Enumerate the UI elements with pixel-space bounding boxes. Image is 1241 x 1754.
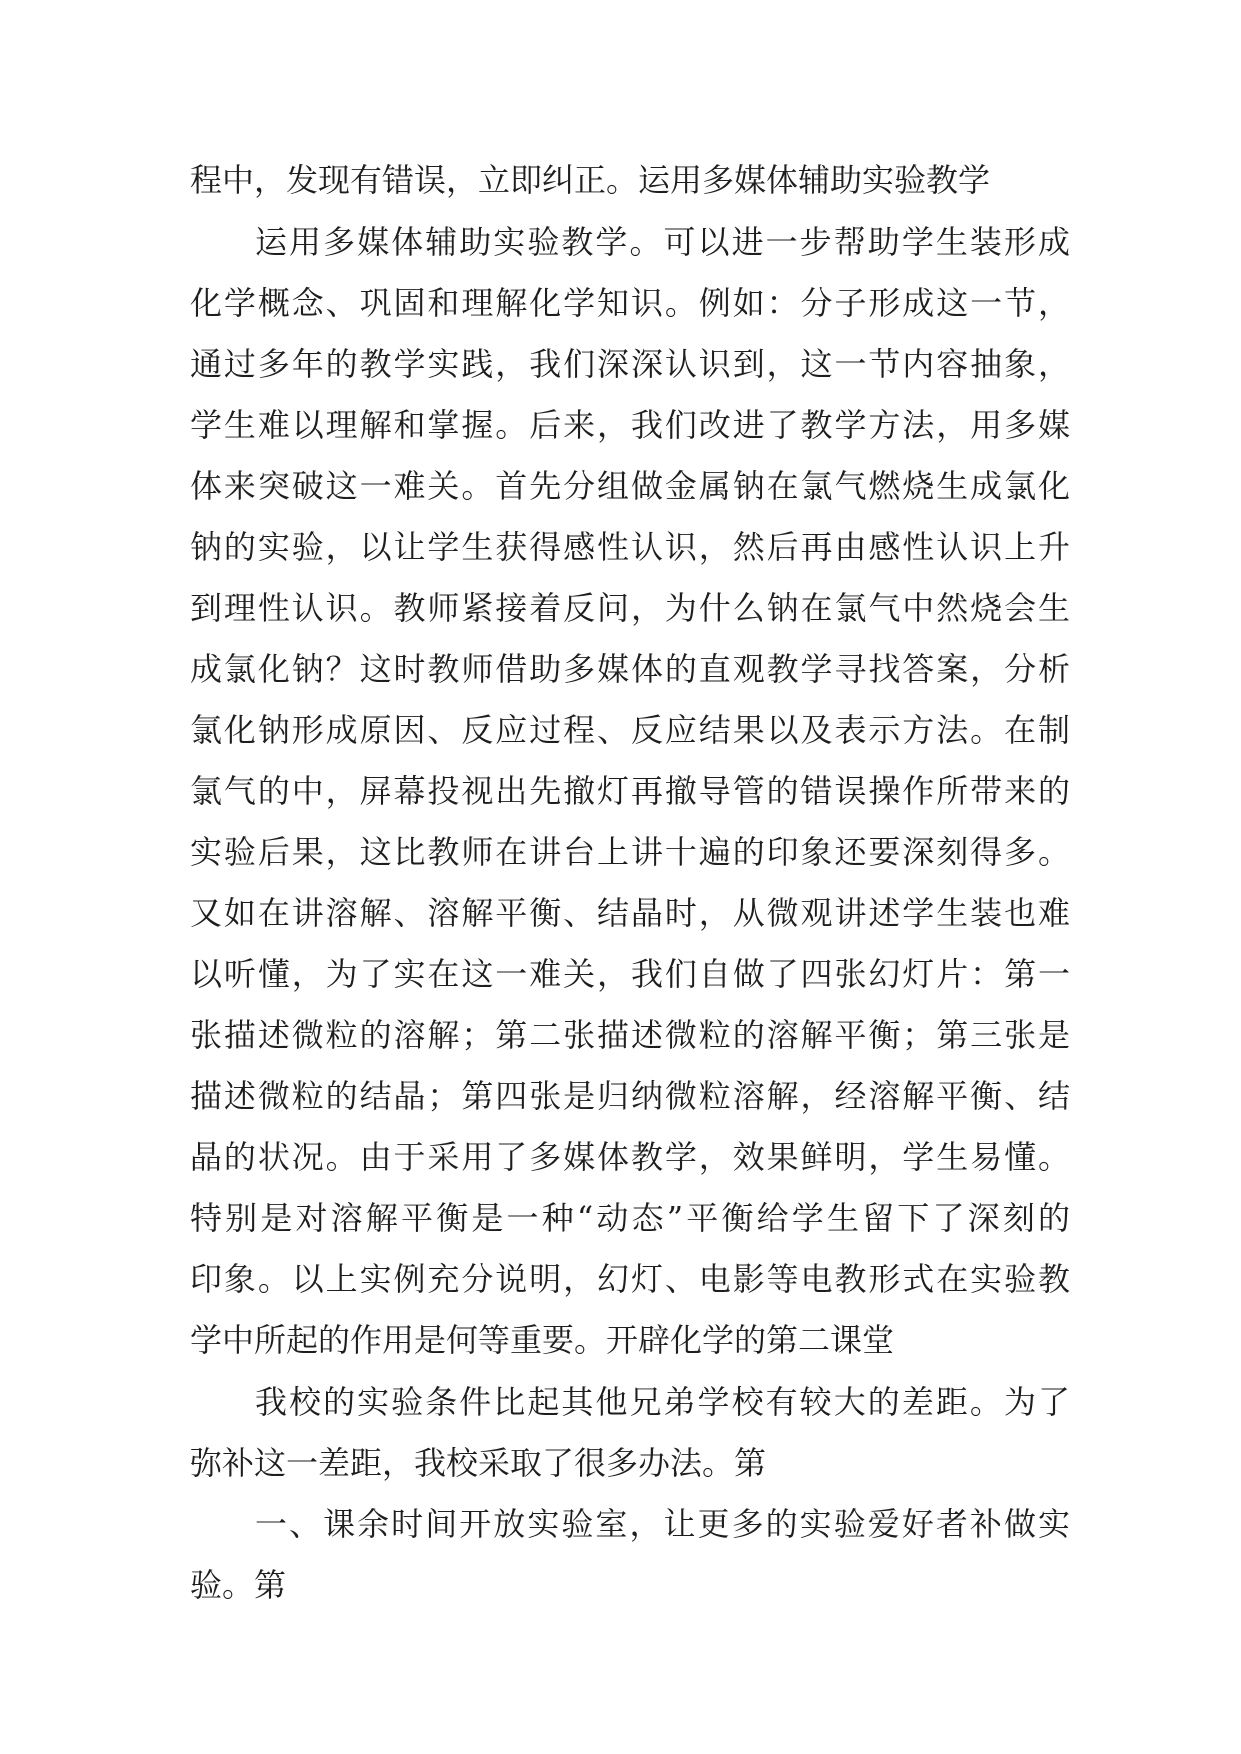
text-line: 化学概念、巩固和理解化学知识。例如：分子形成这一节， bbox=[190, 284, 1070, 322]
text-line: 到理性认识。教师紧接着反问，为什么钠在氯气中然烧会生 bbox=[190, 589, 1070, 627]
text-line: 晶的状况。由于采用了多媒体教学，效果鲜明，学生易懂。 bbox=[190, 1138, 1070, 1176]
text-line: 学中所起的作用是何等重要。开辟化学的第二课堂 bbox=[190, 1321, 895, 1359]
text-line: 学生难以理解和掌握。后来，我们改进了教学方法，用多媒 bbox=[190, 406, 1070, 444]
text-line: 成氯化钠？这时教师借助多媒体的直观教学寻找答案，分析 bbox=[190, 650, 1070, 688]
text-line: 程中，发现有错误，立即纠正。运用多媒体辅助实验教学 bbox=[190, 161, 991, 199]
text-line: 张描述微粒的溶解；第二张描述微粒的溶解平衡；第三张是 bbox=[190, 1016, 1070, 1054]
text-line: 氯气的中，屏幕投视出先撤灯再撤导管的错误操作所带来的 bbox=[190, 772, 1070, 810]
paragraph-first-line: 一、课余时间开放实验室，让更多的实验爱好者补做实 bbox=[255, 1505, 1070, 1543]
text-line: 通过多年的教学实践，我们深深认识到，这一节内容抽象， bbox=[190, 345, 1070, 383]
text-line: 钠的实验，以让学生获得感性认识，然后再由感性认识上升 bbox=[190, 528, 1070, 566]
text-line: 特别是对溶解平衡是一种“动态”平衡给学生留下了深刻的 bbox=[190, 1199, 1070, 1237]
text-line: 描述微粒的结晶；第四张是归纳微粒溶解，经溶解平衡、结 bbox=[190, 1077, 1070, 1115]
text-line: 以听懂，为了实在这一难关，我们自做了四张幻灯片：第一 bbox=[190, 955, 1070, 993]
paragraph-first-line: 我校的实验条件比起其他兄弟学校有较大的差距。为了 bbox=[255, 1383, 1070, 1421]
text-line: 氯化钠形成原因、反应过程、反应结果以及表示方法。在制 bbox=[190, 711, 1070, 749]
text-line: 实验后果，这比教师在讲台上讲十遍的印象还要深刻得多。 bbox=[190, 833, 1070, 871]
text-line: 又如在讲溶解、溶解平衡、结晶时，从微观讲述学生装也难 bbox=[190, 894, 1070, 932]
text-line: 弥补这一差距，我校采取了很多办法。第 bbox=[190, 1444, 767, 1482]
text-line: 验。第 bbox=[190, 1566, 287, 1604]
paragraph-first-line: 运用多媒体辅助实验教学。可以进一步帮助学生装形成 bbox=[255, 223, 1070, 261]
text-line: 印象。以上实例充分说明，幻灯、电影等电教形式在实验教 bbox=[190, 1260, 1070, 1298]
text-line: 体来突破这一难关。首先分组做金属钠在氯气燃烧生成氯化 bbox=[190, 467, 1070, 505]
